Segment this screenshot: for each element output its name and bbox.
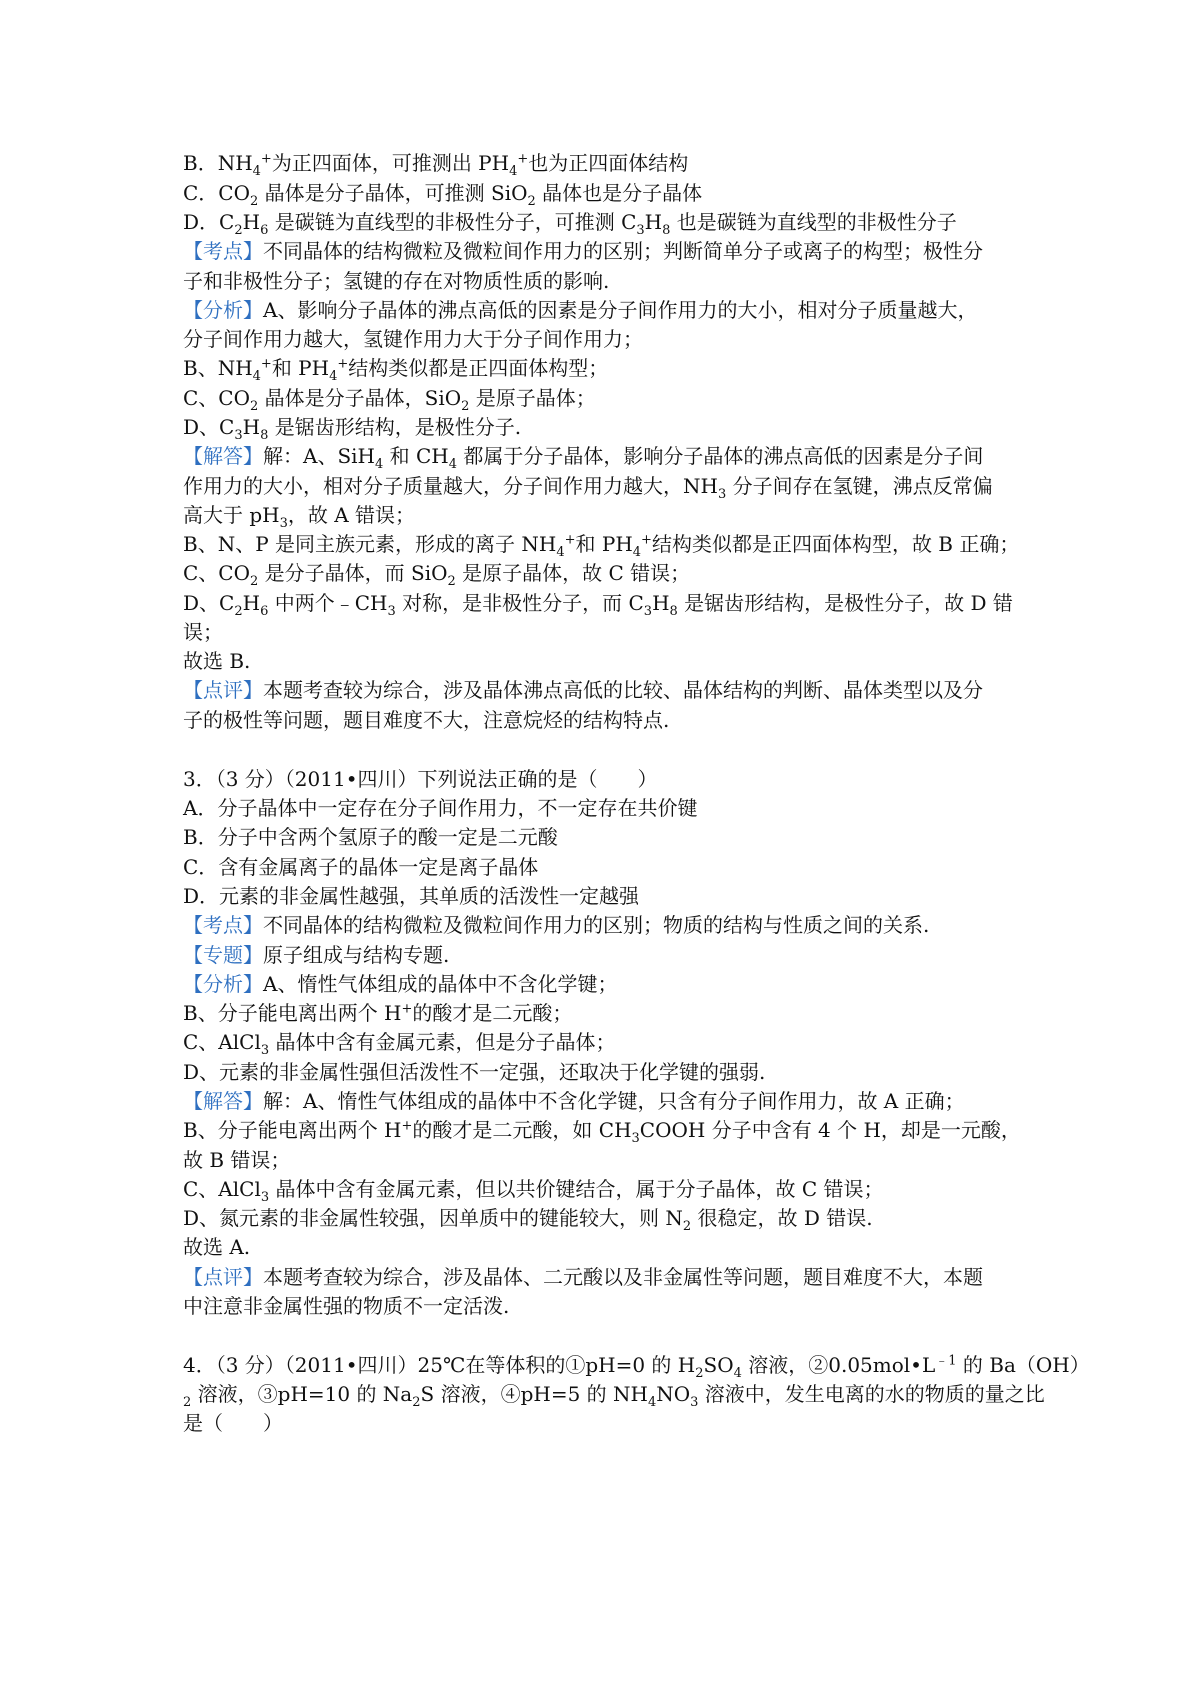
q3-jieda-c: C、AlCl$_3$ 晶体中含有金属元素，但以共价键结合，属于分子晶体，故 C 错误； bbox=[183, 1177, 884, 1205]
q2-jieda-d-end: 误； bbox=[183, 620, 223, 644]
kaodian-tag: 【考点】 bbox=[183, 239, 263, 263]
q2-option-d: D．$C_2H_6$ 是碳链为直线型的非极性分子，可推测 $C_3H_8$ 也是碳链为直线型的非极性分子 bbox=[183, 210, 957, 238]
q4-stem-end: 是（ ） bbox=[183, 1411, 283, 1435]
q2-dianping: 【点评】本题考查较为综合，涉及晶体沸点高低的比较、晶体结构的判断、晶体类型以及分 bbox=[183, 678, 983, 702]
q2-option-b: B．$NH_4^+$为正四面体，可推测出 $PH_4^+$也为正四面体结构 bbox=[183, 151, 689, 179]
kaodian-tag: 【考点】 bbox=[183, 913, 263, 937]
q2-dianping-cont: 子的极性等问题，题目难度不大，注意烷烃的结构特点. bbox=[183, 708, 670, 732]
q3-option-d: D．元素的非金属性越强，其单质的活泼性一定越强 bbox=[183, 884, 640, 908]
q2-fenxi-c: C、$CO_2$ 晶体是分子晶体，SiO$_2$ 是原子晶体； bbox=[183, 386, 596, 414]
q3-dianping: 【点评】本题考查较为综合，涉及晶体、二元酸以及非金属性等问题，题目难度不大，本题 bbox=[183, 1265, 983, 1289]
q3-stem: 3．（3 分）（2011•四川）下列说法正确的是（ ） bbox=[183, 767, 658, 791]
q3-jieda-b-end: 故 B 错误； bbox=[183, 1148, 291, 1172]
q3-fenxi-b: B、分子能电离出两个 H+的酸才是二元酸； bbox=[183, 1001, 573, 1025]
dianping-tag: 【点评】 bbox=[183, 678, 263, 702]
q3-fenxi-c: C、AlCl$_3$ 晶体中含有金属元素，但是分子晶体； bbox=[183, 1030, 616, 1058]
q3-option-b: B．分子中含两个氢原子的酸一定是二元酸 bbox=[183, 825, 558, 849]
q2-jieda-a-end: 高大于 $pH_3$，故 A 错误； bbox=[183, 503, 416, 531]
jieda-tag: 【解答】 bbox=[183, 444, 263, 468]
q2-jieda-b: B、N、P 是同主族元素，形成的离子 $NH_4^+$和 $PH_4^+$结构类似都是正四面体构型，故 B 正确； bbox=[183, 532, 1020, 560]
q3-option-a: A．分子晶体中一定存在分子间作用力，不一定存在共价键 bbox=[183, 796, 698, 820]
q3-jieda-b: B、分子能电离出两个 H+的酸才是二元酸，如 $CH_3COOH$ 分子中含有 4 个 H，却是一元酸， bbox=[183, 1118, 1021, 1146]
q3-zhuanti: 【专题】原子组成与结构专题. bbox=[183, 943, 450, 967]
q2-fenxi-cont: 分子间作用力越大，氢键作用力大于分子间作用力； bbox=[183, 327, 643, 351]
q3-option-c: C．含有金属离子的晶体一定是离子晶体 bbox=[183, 855, 539, 879]
q2-kaodian-cont: 子和非极性分子；氢键的存在对物质性质的影响. bbox=[183, 269, 610, 293]
q2-fenxi-d: D、$C_3H_8$ 是锯齿形结构，是极性分子. bbox=[183, 415, 522, 443]
fenxi-tag: 【分析】 bbox=[183, 298, 263, 322]
q2-jieda-c: C、$CO_2$ 是分子晶体，而 SiO$_2$ 是原子晶体，故 C 错误； bbox=[183, 561, 691, 589]
q3-jieda-d: D、氮元素的非金属性较强，因单质中的键能较大，则 $N_2$ 很稳定，故 D 错误. bbox=[183, 1206, 873, 1234]
q2-jieda-cont: 作用力的大小，相对分子质量越大，分子间作用力越大，$NH_3$ 分子间存在氢键，沸点反常偏 bbox=[183, 474, 993, 502]
q2-answer: 故选 B. bbox=[183, 649, 251, 673]
q2-kaodian: 【考点】不同晶体的结构微粒及微粒间作用力的区别；判断简单分子或离子的构型；极性分 bbox=[183, 239, 983, 263]
q3-kaodian: 【考点】不同晶体的结构微粒及微粒间作用力的区别；物质的结构与性质之间的关系. bbox=[183, 913, 930, 937]
zhuanti-tag: 【专题】 bbox=[183, 943, 263, 967]
q4-stem: 4．（3 分）（2011•四川）25℃在等体积的①pH=0 的 $H_2SO_4$ 溶液，$②0.05mol•L^{﹣1}$ 的 Ba（OH） bbox=[183, 1353, 1090, 1381]
fenxi-tag: 【分析】 bbox=[183, 972, 263, 996]
q3-fenxi: 【分析】A、惰性气体组成的晶体中不含化学键； bbox=[183, 972, 618, 996]
q2-fenxi: 【分析】A、影响分子晶体的沸点高低的因素是分子间作用力的大小，相对分子质量越大， bbox=[183, 298, 978, 322]
q3-jieda: 【解答】解：A、惰性气体组成的晶体中不含化学键，只含有分子间作用力，故 A 正确； bbox=[183, 1089, 965, 1113]
q3-answer: 故选 A. bbox=[183, 1235, 251, 1259]
q4-stem-cont: $_2$ 溶液，③pH=10 的 $Na_2S$ 溶液，④pH=5 的 $NH_4NO_3$ 溶液中，发生电离的水的物质的量之比 bbox=[183, 1382, 1045, 1410]
jieda-tag: 【解答】 bbox=[183, 1089, 263, 1113]
q3-fenxi-d: D、元素的非金属性强但活泼性不一定强，还取决于化学键的强弱. bbox=[183, 1060, 766, 1084]
q2-fenxi-b: B、$NH_4^+$和 $PH_4^+$结构类似都是正四面体构型； bbox=[183, 356, 609, 384]
q3-dianping-cont: 中注意非金属性强的物质不一定活泼. bbox=[183, 1294, 510, 1318]
q2-jieda-d: D、$C_2H_6$ 中两个$﹣CH_3$ 对称，是非极性分子，而 $C_3H_8$ 是锯齿形结构，是极性分子，故 D 错 bbox=[183, 591, 1013, 619]
q2-option-c: C．$CO_2$ 晶体是分子晶体，可推测 SiO$_2$ 晶体也是分子晶体 bbox=[183, 181, 703, 209]
dianping-tag: 【点评】 bbox=[183, 1265, 263, 1289]
q2-jieda: 【解答】解：A、SiH$_4$ 和 $CH_4$ 都属于分子晶体，影响分子晶体的沸点高低的因素是分子间 bbox=[183, 444, 984, 472]
